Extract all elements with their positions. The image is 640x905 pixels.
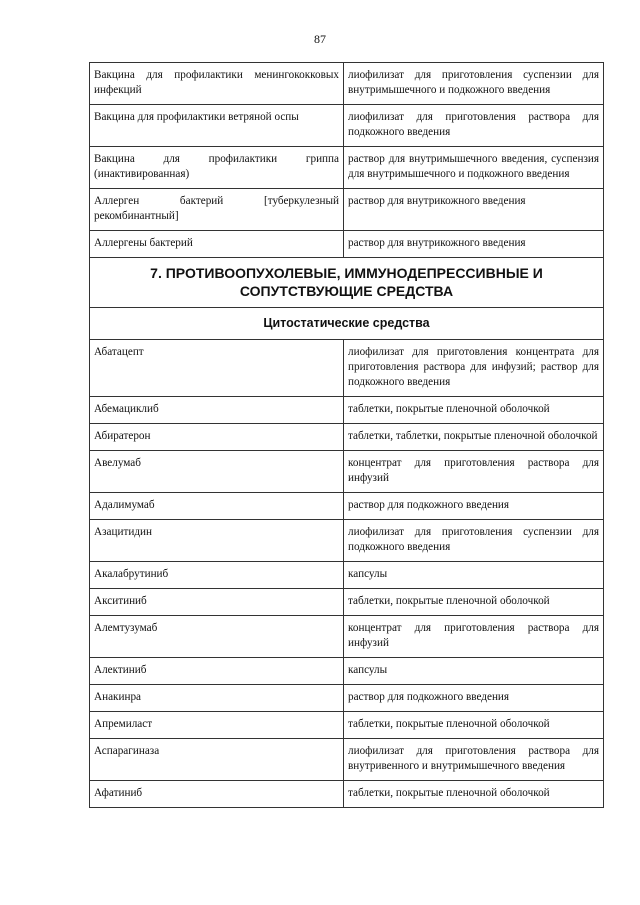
subsection-row [90,308,604,340]
dosage-form-cell: таблетки, покрытые пленочной оболочкой [344,781,604,808]
table-row [90,147,604,189]
table-row [90,616,604,658]
drug-name-cell: Вакцина для профилактики гриппа (инактивированная) [90,147,344,189]
table-row [90,231,604,258]
drug-name-cell: Вакцина для профилактики менингококковых инфекций [90,63,344,105]
drug-name-cell: Абатацепт [90,340,344,397]
section-title: 7. ПРОТИВООПУХОЛЕВЫЕ, ИММУНОДЕПРЕССИВНЫЕ И СОПУТСТВУЮЩИЕ СРЕДСТВА [90,258,604,308]
drug-name-cell: Аллергены бактерий [90,231,344,258]
dosage-form-cell: таблетки, покрытые пленочной оболочкой [344,712,604,739]
table-row [90,520,604,562]
drug-name-cell: Аспарагиназа [90,739,344,781]
dosage-form-cell: лиофилизат для приготовления раствора для внутривенного и внутримышечного введения [344,739,604,781]
drug-name-cell: Адалимумаб [90,493,344,520]
table-row [90,424,604,451]
drug-name-cell: Афатиниб [90,781,344,808]
drug-name-cell: Азацитидин [90,520,344,562]
drug-name-cell: Абемациклиб [90,397,344,424]
drug-name-cell: Авелумаб [90,451,344,493]
table-row [90,712,604,739]
table-row [90,189,604,231]
dosage-form-cell: концентрат для приготовления раствора для инфузий [344,451,604,493]
drug-name-cell: Алектиниб [90,658,344,685]
section-header [90,258,604,340]
rows-after [90,340,604,808]
drug-name-cell: Вакцина для профилактики ветряной оспы [90,105,344,147]
section-row [90,258,604,308]
table-row [90,493,604,520]
table-row [90,451,604,493]
drug-name-cell: Алемтузумаб [90,616,344,658]
subsection-title: Цитостатические средства [90,308,604,340]
rows-before [90,63,604,258]
table-row [90,105,604,147]
drug-name-cell: Абиратерон [90,424,344,451]
dosage-form-cell: раствор для внутрикожного введения [344,189,604,231]
dosage-form-cell: таблетки, покрытые пленочной оболочкой [344,397,604,424]
drug-name-cell: Аллерген бактерий [туберкулезный рекомбинантный] [90,189,344,231]
dosage-form-cell: раствор для внутримышечного введения, суспензия для внутримышечного и подкожного введения [344,147,604,189]
dosage-form-cell: раствор для внутрикожного введения [344,231,604,258]
dosage-form-cell: таблетки, покрытые пленочной оболочкой [344,589,604,616]
dosage-form-cell: таблетки, таблетки, покрытые пленочной оболочкой [344,424,604,451]
dosage-form-cell: концентрат для приготовления раствора для инфузий [344,616,604,658]
dosage-form-cell: раствор для подкожного введения [344,685,604,712]
drug-name-cell: Анакинра [90,685,344,712]
drug-name-cell: Апремиласт [90,712,344,739]
dosage-form-cell: раствор для подкожного введения [344,493,604,520]
table-row [90,685,604,712]
page-number: 87 [314,32,326,46]
dosage-form-cell: капсулы [344,658,604,685]
drug-table [89,62,604,808]
dosage-form-cell: лиофилизат для приготовления суспензии для внутримышечного и подкожного введения [344,63,604,105]
table-row [90,781,604,808]
drug-name-cell: Акситиниб [90,589,344,616]
table-row [90,562,604,589]
table-row [90,63,604,105]
table-row [90,340,604,397]
dosage-form-cell: лиофилизат для приготовления суспензии для подкожного введения [344,520,604,562]
table-row [90,658,604,685]
table-row [90,739,604,781]
dosage-form-cell: капсулы [344,562,604,589]
table-row [90,589,604,616]
table-row [90,397,604,424]
dosage-form-cell: лиофилизат для приготовления раствора для подкожного введения [344,105,604,147]
dosage-form-cell: лиофилизат для приготовления концентрата для приготовления раствора для инфузий; раствор для подкожного введения [344,340,604,397]
drug-name-cell: Акалабрутиниб [90,562,344,589]
